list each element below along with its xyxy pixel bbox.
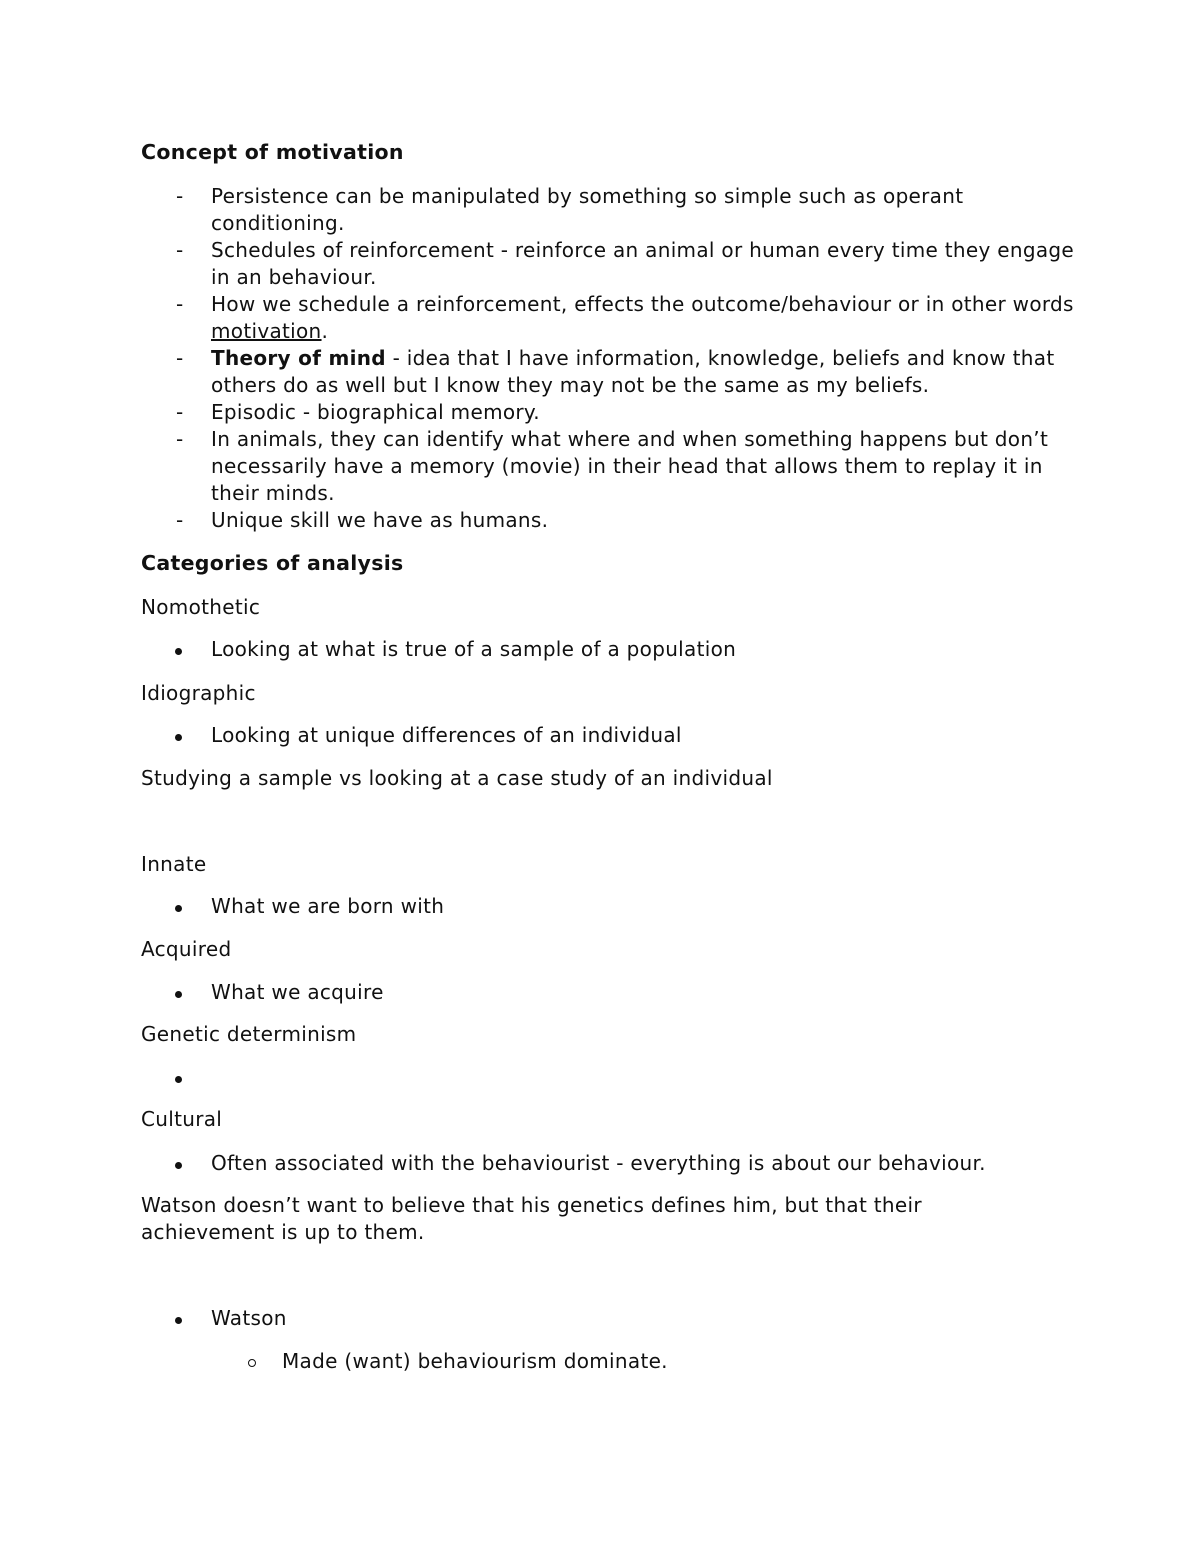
bullet-text: What we acquire bbox=[211, 980, 384, 1004]
label-idiographic: Idiographic bbox=[141, 681, 256, 705]
bullet-icon bbox=[175, 1162, 182, 1169]
dash-marker: - bbox=[176, 427, 184, 451]
bullet-icon bbox=[175, 734, 182, 741]
bullet-text: Watson bbox=[211, 1306, 287, 1330]
label-nomothetic: Nomothetic bbox=[141, 595, 261, 619]
bullet-text: Looking at what is true of a sample of a population bbox=[211, 637, 737, 661]
hollow-bullet-icon bbox=[248, 1359, 256, 1367]
bullet-item bbox=[211, 979, 384, 1006]
list-item-text: Episodic - biographical memory. bbox=[211, 400, 540, 424]
heading-concept-of-motivation: Concept of motivation bbox=[141, 140, 404, 164]
comparison-paragraph: Studying a sample vs looking at a case study of an individual bbox=[141, 766, 773, 790]
bullet-text: Looking at unique differences of an individual bbox=[211, 723, 682, 747]
heading-categories-of-analysis: Categories of analysis bbox=[141, 551, 404, 575]
dash-marker: - bbox=[176, 292, 184, 316]
bullet-text: What we are born with bbox=[211, 894, 445, 918]
bullet-item bbox=[211, 893, 444, 920]
sub-bullet-item bbox=[282, 1348, 668, 1375]
list-item-text: . bbox=[321, 319, 329, 343]
bullet-icon bbox=[175, 648, 182, 655]
motivation-list bbox=[0, 183, 1200, 534]
list-item bbox=[0, 345, 1091, 399]
bullet-icon bbox=[175, 905, 182, 912]
dash-marker: - bbox=[176, 238, 184, 262]
bullet-icon bbox=[175, 991, 182, 998]
list-item bbox=[0, 507, 1091, 534]
list-item-text: Unique skill we have as humans. bbox=[211, 508, 549, 532]
label-genetic-determinism: Genetic determinism bbox=[141, 1022, 357, 1046]
list-item-text: Schedules of reinforcement - reinforce an animal or human every time they engage in an behaviour. bbox=[211, 238, 1074, 289]
list-item bbox=[0, 426, 1091, 507]
bold-term: Theory of mind bbox=[211, 346, 386, 370]
bullet-text: Often associated with the behaviourist - everything is about our behaviour. bbox=[211, 1151, 986, 1175]
dash-marker: - bbox=[176, 400, 184, 424]
bullet-item bbox=[211, 636, 736, 663]
list-item-text: How we schedule a reinforcement, effects the outcome/behaviour or in other words bbox=[211, 292, 1074, 316]
bullet-item-watson bbox=[211, 1305, 287, 1332]
bullet-item bbox=[211, 722, 682, 749]
list-item bbox=[0, 183, 1091, 237]
list-item bbox=[0, 237, 1091, 291]
list-item-text: In animals, they can identify what where and when something happens but don’t necessarily have a memory (movie) in their head that allows them to replay it in their minds. bbox=[211, 427, 1049, 505]
dash-marker: - bbox=[176, 508, 184, 532]
list-item bbox=[0, 399, 1091, 426]
dash-marker: - bbox=[176, 184, 184, 208]
bullet-icon bbox=[175, 1317, 182, 1324]
label-acquired: Acquired bbox=[141, 937, 232, 961]
label-cultural: Cultural bbox=[141, 1107, 223, 1131]
bullet-item bbox=[211, 1150, 986, 1177]
list-item-text: Persistence can be manipulated by something so simple such as operant conditioning. bbox=[211, 184, 964, 235]
list-item-text: - idea that I have information, knowledge, beliefs and know that others do as well but I know they may not be the same as my beliefs. bbox=[211, 346, 1055, 397]
underlined-term: motivation bbox=[211, 319, 322, 343]
label-innate: Innate bbox=[141, 852, 207, 876]
sub-bullet-text: Made (want) behaviourism dominate. bbox=[282, 1349, 668, 1373]
watson-paragraph: Watson doesn’t want to believe that his genetics defines him, but that their achievement is up to them. bbox=[141, 1193, 922, 1244]
list-item bbox=[0, 291, 1091, 345]
dash-marker: - bbox=[176, 346, 184, 370]
bullet-icon bbox=[175, 1076, 182, 1083]
